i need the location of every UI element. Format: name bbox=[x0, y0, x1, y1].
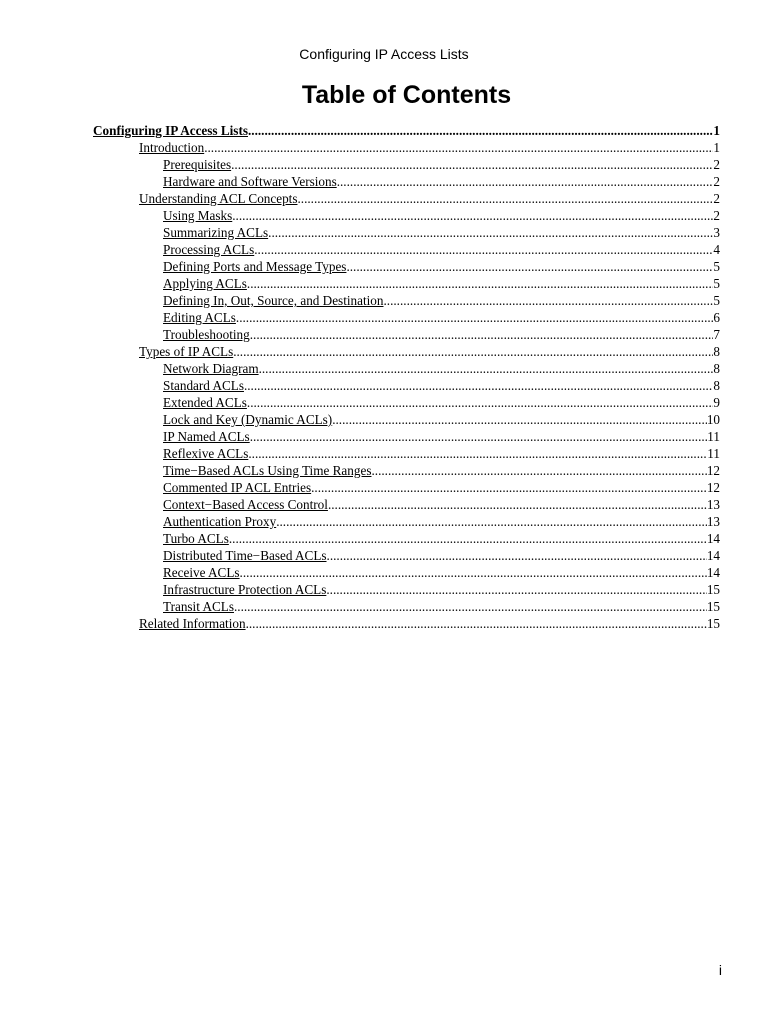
toc-page-number: 2 bbox=[713, 157, 720, 172]
toc-entry-link[interactable]: Distributed Time−Based ACLs bbox=[163, 548, 327, 563]
toc-page-number: 4 bbox=[713, 242, 720, 257]
toc-entry-link[interactable]: Infrastructure Protection ACLs bbox=[163, 582, 327, 597]
toc-entry[interactable] bbox=[93, 547, 720, 564]
toc-entry[interactable] bbox=[93, 343, 720, 360]
toc-entry-link[interactable]: Network Diagram bbox=[163, 361, 259, 376]
toc-page-number: 8 bbox=[713, 344, 720, 359]
dot-leader bbox=[204, 139, 713, 156]
toc-page-number: 12 bbox=[706, 480, 720, 495]
dot-leader bbox=[229, 530, 707, 547]
toc-entry[interactable] bbox=[93, 173, 720, 190]
toc-entry[interactable] bbox=[93, 462, 720, 479]
dot-leader bbox=[247, 275, 714, 292]
toc-page-number: 2 bbox=[713, 174, 720, 189]
toc-entry-link[interactable]: Receive ACLs bbox=[163, 565, 240, 580]
toc-entry-link[interactable]: Time−Based ACLs Using Time Ranges bbox=[163, 463, 372, 478]
toc-entry-link[interactable]: Understanding ACL Concepts bbox=[139, 191, 298, 206]
toc-entry-link[interactable]: Authentication Proxy bbox=[163, 514, 277, 529]
toc-entry-link[interactable]: Troubleshooting bbox=[163, 327, 250, 342]
toc-entry-link[interactable]: Introduction bbox=[139, 140, 205, 155]
dot-leader bbox=[250, 326, 714, 343]
toc-entry-link[interactable]: Defining In, Out, Source, and Destination bbox=[163, 293, 384, 308]
toc-entry-link[interactable]: Commented IP ACL Entries bbox=[163, 480, 312, 495]
toc-page-number: 1 bbox=[713, 123, 720, 138]
toc-entry-link[interactable]: Hardware and Software Versions bbox=[163, 174, 337, 189]
toc-page-number: 15 bbox=[706, 616, 720, 631]
toc-page-number: 3 bbox=[713, 225, 720, 240]
dot-leader bbox=[246, 615, 707, 632]
toc-title: Table of Contents bbox=[301, 81, 512, 109]
dot-leader bbox=[371, 462, 706, 479]
toc-entry-link[interactable]: IP Named ACLs bbox=[163, 429, 250, 444]
toc-entry[interactable] bbox=[93, 615, 720, 632]
toc-page-number: 1 bbox=[713, 140, 720, 155]
toc-entry-link[interactable]: Extended ACLs bbox=[163, 395, 247, 410]
toc-page-number: 2 bbox=[713, 191, 720, 206]
dot-leader bbox=[337, 173, 714, 190]
dot-leader bbox=[250, 428, 708, 445]
toc-page-number: 12 bbox=[706, 463, 720, 478]
toc-entry-link[interactable]: Types of IP ACLs bbox=[139, 344, 234, 359]
dot-leader bbox=[311, 479, 707, 496]
toc-entry-link[interactable]: Summarizing ACLs bbox=[163, 225, 269, 240]
running-header: Configuring IP Access Lists bbox=[299, 46, 469, 62]
toc-entry[interactable] bbox=[93, 360, 720, 377]
page-number-footer: i bbox=[718, 962, 722, 978]
toc-entry[interactable] bbox=[93, 326, 720, 343]
toc-page-number: 5 bbox=[713, 293, 720, 308]
toc-page-number: 13 bbox=[706, 514, 720, 529]
dot-leader bbox=[248, 122, 713, 139]
toc-entry-link[interactable]: Related Information bbox=[139, 616, 246, 631]
dot-leader bbox=[259, 360, 714, 377]
toc-page-number: 7 bbox=[713, 327, 720, 342]
toc-entry[interactable] bbox=[93, 224, 720, 241]
toc-page-number: 5 bbox=[713, 276, 720, 291]
toc-entry-link[interactable]: Configuring IP Access Lists bbox=[93, 123, 248, 138]
table-of-contents bbox=[93, 122, 720, 632]
dot-leader bbox=[268, 224, 713, 241]
toc-page-number: 14 bbox=[706, 565, 720, 580]
toc-entry-link[interactable]: Processing ACLs bbox=[163, 242, 255, 257]
toc-page-number: 11 bbox=[707, 446, 720, 461]
dot-leader bbox=[326, 581, 706, 598]
toc-entry[interactable] bbox=[93, 258, 720, 275]
toc-entry[interactable] bbox=[93, 394, 720, 411]
dot-leader bbox=[240, 564, 707, 581]
toc-entry[interactable] bbox=[93, 292, 720, 309]
toc-page-number: 5 bbox=[713, 259, 720, 274]
toc-page-number: 15 bbox=[706, 599, 720, 614]
dot-leader bbox=[276, 513, 707, 530]
toc-entry-link[interactable]: Standard ACLs bbox=[163, 378, 244, 393]
dot-leader bbox=[346, 258, 713, 275]
dot-leader bbox=[247, 394, 714, 411]
toc-entry[interactable] bbox=[93, 513, 720, 530]
toc-page-number: 11 bbox=[707, 429, 720, 444]
toc-entry-link[interactable]: Editing ACLs bbox=[163, 310, 236, 325]
toc-page-number: 9 bbox=[713, 395, 720, 410]
toc-entry[interactable] bbox=[93, 479, 720, 496]
toc-page-number: 2 bbox=[713, 208, 720, 223]
dot-leader bbox=[233, 343, 713, 360]
dot-leader bbox=[248, 445, 707, 462]
toc-entry[interactable] bbox=[93, 564, 720, 581]
toc-entry[interactable] bbox=[93, 275, 720, 292]
toc-entry-link[interactable]: Prerequisites bbox=[163, 157, 232, 172]
toc-entry[interactable] bbox=[93, 207, 720, 224]
toc-entry-link[interactable]: Using Masks bbox=[163, 208, 233, 223]
toc-entry-link[interactable]: Lock and Key (Dynamic ACLs) bbox=[163, 412, 333, 427]
toc-entry[interactable] bbox=[93, 156, 720, 173]
toc-entry[interactable] bbox=[93, 411, 720, 428]
dot-leader bbox=[332, 411, 707, 428]
dot-leader bbox=[254, 241, 713, 258]
toc-entry-link[interactable]: Context−Based Access Control bbox=[163, 497, 328, 512]
dot-leader bbox=[297, 190, 713, 207]
toc-page-number: 6 bbox=[713, 310, 720, 325]
toc-entry[interactable] bbox=[93, 139, 720, 156]
toc-page-number: 8 bbox=[713, 361, 720, 376]
toc-entry[interactable] bbox=[93, 530, 720, 547]
toc-entry-link[interactable]: Turbo ACLs bbox=[163, 531, 229, 546]
dot-leader bbox=[328, 496, 707, 513]
dot-leader bbox=[244, 377, 713, 394]
toc-entry[interactable] bbox=[93, 241, 720, 258]
toc-entry-link[interactable]: Reflexive ACLs bbox=[163, 446, 249, 461]
dot-leader bbox=[327, 547, 707, 564]
toc-entry-link[interactable]: Transit ACLs bbox=[163, 599, 234, 614]
toc-page-number: 14 bbox=[706, 531, 720, 546]
toc-entry[interactable] bbox=[93, 598, 720, 615]
toc-entry[interactable] bbox=[93, 190, 720, 207]
toc-entry[interactable] bbox=[93, 445, 720, 462]
toc-page-number: 8 bbox=[713, 378, 720, 393]
toc-entry[interactable] bbox=[93, 377, 720, 394]
toc-entry[interactable] bbox=[93, 309, 720, 326]
toc-entry[interactable] bbox=[93, 581, 720, 598]
toc-page-number: 14 bbox=[706, 548, 720, 563]
dot-leader bbox=[383, 292, 713, 309]
toc-page-number: 10 bbox=[706, 412, 720, 427]
dot-leader bbox=[232, 207, 713, 224]
toc-entry-link[interactable]: Applying ACLs bbox=[163, 276, 247, 291]
dot-leader bbox=[234, 598, 707, 615]
toc-page-number: 13 bbox=[706, 497, 720, 512]
toc-page-number: 15 bbox=[706, 582, 720, 597]
toc-entry-link[interactable]: Defining Ports and Message Types bbox=[163, 259, 347, 274]
toc-entry[interactable] bbox=[93, 122, 720, 139]
dot-leader bbox=[236, 309, 714, 326]
toc-entry[interactable] bbox=[93, 496, 720, 513]
toc-entry[interactable] bbox=[93, 428, 720, 445]
dot-leader bbox=[231, 156, 713, 173]
